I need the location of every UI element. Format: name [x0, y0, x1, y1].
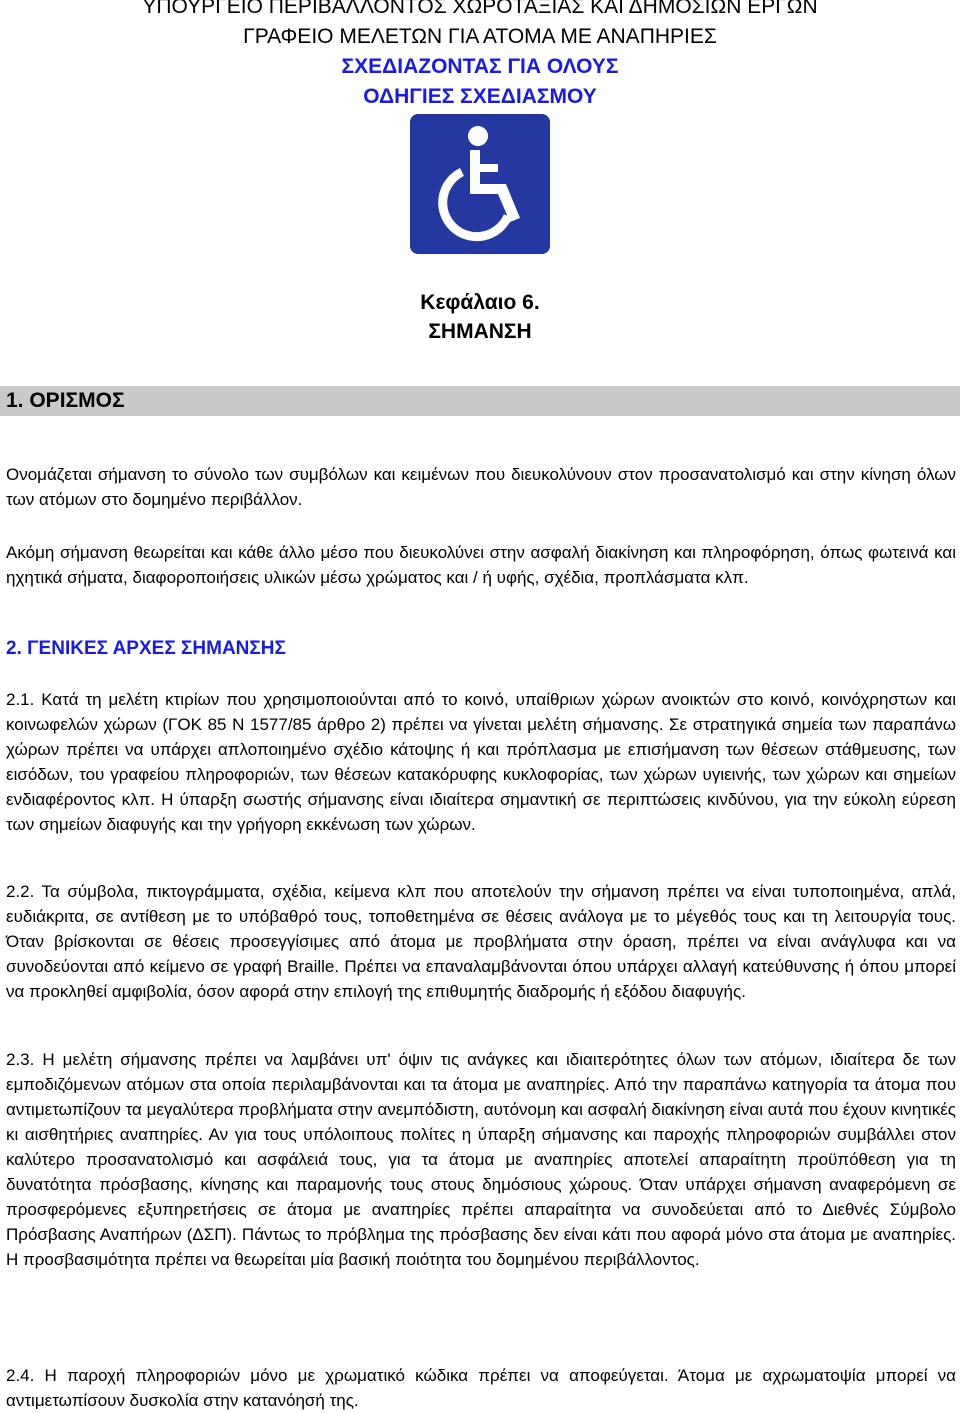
guidelines-title: ΟΔΗΓΙΕΣ ΣΧΕΔΙΑΣΜΟΥ — [363, 85, 597, 108]
wheelchair-accessibility-icon — [410, 114, 550, 254]
section-1-paragraph-2: Ακόμη σήμανση θεωρείται και κάθε άλλο μέσο που διευκολύνει στην ασφαλή διακίνηση και πληροφόρηση, όπως φωτεινά και ηχητικά σήματα, διαφοροποιήσεις υλικών μέσω χρώματος και / ή υφής, σχέδια, προπλάσματα κλπ. — [6, 543, 956, 587]
office-title: ΓΡΑΦΕΙΟ ΜΕΛΕΤΩΝ ΓΙΑ ΑΤΟΜΑ ΜΕ ΑΝΑΠΗΡΙΕΣ — [243, 25, 717, 48]
chapter-number: Κεφάλαιο 6. — [420, 291, 540, 314]
section-1-paragraph-1: Ονομάζεται σήμανση το σύνολο των συμβόλων και κειμένων που διευκολύνουν στον προσανατολισμό και στην κίνηση όλων των ατόμων στο δομημένο περιβάλλον. — [6, 465, 956, 509]
section-2-4-paragraph: 2.4. Η παροχή πληροφοριών μόνο με χρωματικό κώδικα πρέπει να αποφεύγεται. Άτομα με αχρωματοψία μπορεί να αντιμετωπίσουν δυσκολία στην κατανόησή της. — [6, 1366, 956, 1410]
program-title: ΣΧΕΔΙΑΖΟΝΤΑΣ ΓΙΑ ΟΛΟΥΣ — [341, 55, 619, 78]
section-2-2-paragraph: 2.2. Τα σύμβολα, πικτογράμματα, σχέδια, κείμενα κλπ που αποτελούν την σήμανση πρέπει να είναι τυποποιημένα, απλά, ευδιάκριτα, σε αντίθεση με το υπόβαθρό τους, τοποθετημένα σε θέσεις ανάλογα με το μέγεθός τους και τη λειτουργία τους. Όταν βρίσκονται σε θέσεις προσεγγίσιμες από άτομα με προβλήματα στην όραση, πρέπει να είναι ανάγλυφα και να συνοδεύονται από κείμενο σε γραφή Braille. Πρέπει να επαναλαμβάνονται όπου υπάρχει αλλαγή κατεύθυνσης ή όπου μπορεί να προκληθεί αμφιβολία, όσον αφορά στην επιλογή της επιθυμητής διαδρομής ή εξόδου διαφυγής. — [6, 882, 956, 1001]
chapter-heading — [0, 288, 960, 346]
section-1-heading: 1. ΟΡΙΣΜΟΣ — [0, 386, 960, 416]
chapter-title: ΣΗΜΑΝΣΗ — [428, 320, 532, 343]
section-2-3-paragraph: 2.3. Η μελέτη σήμανσης πρέπει να λαμβάνει υπ' όψιν τις ανάγκες και ιδιαιτερότητες όλων των ατόμων, ιδιαίτερα δε των εμποδιζόμενων ατόμων στα οποία περιλαμβάνονται και τα άτομα με αναπηρίες. Από την παραπάνω κατηγορία τα άτομα που αντιμετωπίζουν τα μεγαλύτερα προβλήματα στην ανεμπόδιστη, αυτόνομη και ασφαλή διακίνηση είναι αυτά που έχουν κινητικές κι αισθητήριες αναπηρίες. Αν για τους υπόλοιπους πολίτες η ύπαρξη σήμανσης και παροχής πληροφοριών συμβάλλει στον καλύτερο προσανατολισμό και ασφάλειά τους, για τα άτομα με αναπηρίες αποτελεί απαραίτητη προϋπόθεση για τη δυνατότητα πρόσβασης, κίνησης και παραμονής τους στους δημόσιους χώρους. Όταν υπάρχει σήμανση αναφερόμενη σε προσφερόμενες εξυπηρετήσεις σε άτομα με αναπηρίες πρέπει απαραίτητα να συνοδεύεται από το Διεθνές Σύμβολο Πρόσβασης Αναπήρων (ΔΣΠ). Πάντως το πρόβλημα της πρόσβασης δεν είναι κάτι που αφορά μόνο στα άτομα με αναπηρίες. Η προσβασιμότητα πρέπει να θεωρείται μία βασική ποιότητα του δομημένου περιβάλλοντος. — [6, 1050, 956, 1269]
document-header — [0, 0, 960, 112]
ministry-title: ΥΠΟΥΡΓΕΙΟ ΠΕΡΙΒΑΛΛΟΝΤΟΣ ΧΩΡΟΤΑΞΙΑΣ ΚΑΙ ΔΗΜΟΣΙΩΝ ΕΡΓΩΝ — [142, 0, 818, 18]
section-2-1-paragraph: 2.1. Κατά τη μελέτη κτιρίων που χρησιμοποιούνται από το κοινό, υπαίθριων χώρων ανοικτών στο κοινό, κοινόχρηστων και κοινωφελών χώρων (ΓΟΚ 85 Ν 1577/85 άρθρο 2) πρέπει να γίνεται μελέτη σήμανσης. Σε στρατηγικά σημεία των παραπάνω χώρων πρέπει να υπάρχει απλοποιημένο σχέδιο κάτοψης ή και πρόπλασμα με επισήμανση των θέσεων στάθμευσης, των εισόδων, του γραφείου πληροφοριών, των θέσεων κατακόρυφης κυκλοφορίας, των χώρων υγιεινής, των χώρων και σημείων ενδιαφέροντος κλπ. Η ύπαρξη σωστής σήμανσης είναι ιδιαίτερα σημαντική σε περιπτώσεις κινδύνου, για την εύκολη εύρεση των σημείων διαφυγής και την γρήγορη εκκένωση των χώρων. — [6, 690, 956, 834]
section-2-heading: 2. ΓΕΝΙΚΕΣ ΑΡΧΕΣ ΣΗΜΑΝΣΗΣ — [6, 638, 286, 659]
logo-container — [0, 114, 960, 254]
